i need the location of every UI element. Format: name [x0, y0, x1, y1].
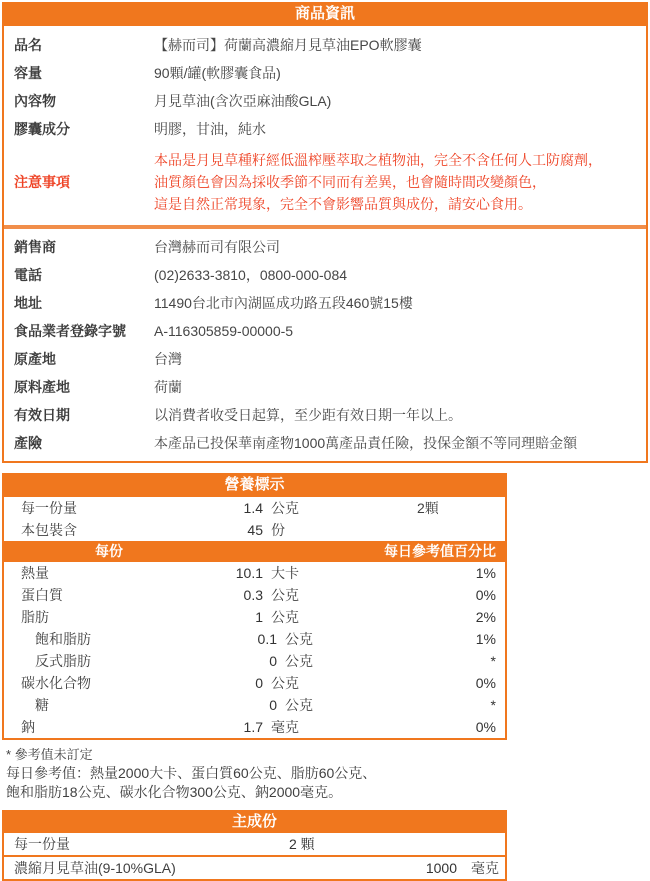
nutrient-daily-pct: *	[490, 697, 496, 713]
row-label: 內容物	[14, 93, 56, 109]
nutrient-unit: 毫克	[271, 719, 299, 735]
table-row	[4, 429, 646, 457]
serving-label: 本包裝含	[21, 522, 77, 538]
serving-row	[4, 497, 505, 519]
nutrient-daily-pct: 0%	[475, 719, 496, 735]
ingredient-unit: 毫克	[471, 860, 499, 876]
nutrient-value: 0	[269, 653, 277, 669]
row-value: 明膠，甘油，純水	[154, 121, 266, 137]
section-divider	[4, 225, 646, 229]
nutrient-name: 蛋白質	[21, 587, 63, 603]
footnote-line: * 參考值未訂定	[6, 747, 93, 762]
row-label: 原料產地	[14, 379, 70, 395]
table-row	[4, 373, 646, 401]
notice-line: 本品是月見草種籽經低溫榨壓萃取之植物油，完全不含任何人工防腐劑，	[154, 152, 602, 168]
daily-value-header: 每日參考值百分比	[384, 543, 496, 559]
table-row	[4, 233, 646, 261]
nutrient-name: 反式脂肪	[35, 653, 91, 669]
table-row	[4, 59, 646, 87]
nutrient-daily-pct: 1%	[475, 565, 496, 581]
nutrient-value: 0.3	[243, 587, 263, 603]
nutrient-row	[4, 716, 505, 738]
nutrient-unit: 公克	[285, 697, 313, 713]
nutrient-name: 鈉	[21, 719, 35, 735]
nutrient-unit: 公克	[271, 587, 299, 603]
row-label: 品名	[14, 37, 42, 53]
nutrition-body	[2, 497, 507, 740]
row-value: 90顆/罐(軟膠囊食品)	[154, 65, 281, 81]
nutrition-table	[2, 473, 507, 740]
ingredient-name: 濃縮月見草油(9-10%GLA)	[14, 860, 176, 876]
nutrient-unit: 公克	[285, 631, 313, 647]
row-value: 月見草油(含次亞麻油酸GLA)	[154, 93, 332, 109]
row-label: 容量	[14, 65, 42, 81]
table-row	[4, 87, 646, 115]
nutrient-name: 碳水化合物	[21, 675, 91, 691]
footnote-line: 每日參考值：熱量2000大卡、蛋白質60公克、脂肪60公克、	[6, 765, 377, 781]
table-row	[4, 31, 646, 59]
notice-label: 注意事項	[14, 174, 70, 190]
nutrient-value: 0	[255, 675, 263, 691]
serving-row	[4, 833, 505, 855]
row-label: 電話	[14, 267, 42, 283]
row-label: 有效日期	[14, 407, 70, 423]
nutrition-subheader	[4, 541, 505, 562]
serving-block	[4, 497, 505, 541]
nutrient-row	[4, 672, 505, 694]
nutrient-daily-pct: 0%	[475, 675, 496, 691]
nutrient-value: 1	[255, 609, 263, 625]
nutrient-unit: 公克	[271, 609, 299, 625]
serving-value: 2 顆	[289, 836, 315, 852]
serving-extra: 2顆	[417, 500, 439, 516]
nutrient-row	[4, 606, 505, 628]
row-label: 銷售商	[14, 239, 56, 255]
serving-label: 每一份量	[21, 500, 77, 516]
notice-text	[154, 149, 646, 215]
notice-line: 這是自然正常現象，完全不會影響品質與成份，請安心食用。	[154, 196, 532, 212]
nutrient-row	[4, 650, 505, 672]
serving-value: 1.4	[243, 500, 263, 516]
per-serving-header: 每份	[95, 543, 123, 559]
nutrition-footnotes	[6, 745, 648, 802]
row-value: 台灣	[154, 351, 182, 367]
table-row	[4, 401, 646, 429]
row-value: 【赫而司】荷蘭高濃縮月見草油EPO軟膠囊	[154, 37, 422, 53]
nutrient-row	[4, 694, 505, 716]
row-label: 產險	[14, 435, 42, 451]
nutrient-unit: 大卡	[271, 565, 299, 581]
nutrient-value: 0	[269, 697, 277, 713]
serving-unit: 份	[271, 522, 285, 538]
ingredient-row	[4, 855, 505, 879]
nutrient-name: 脂肪	[21, 609, 49, 625]
nutrient-row	[4, 562, 505, 584]
nutrient-daily-pct: 1%	[475, 631, 496, 647]
notice-line: 油質顏色會因為採收季節不同而有差異，也會隨時間改變顏色，	[154, 174, 546, 190]
nutrient-daily-pct: 0%	[475, 587, 496, 603]
table-row	[4, 261, 646, 289]
row-label: 食品業者登錄字號	[14, 323, 126, 339]
serving-row	[4, 519, 505, 541]
row-value: 本產品已投保華南產物1000萬產品責任險，投保金額不等同理賠金額	[154, 435, 578, 451]
table-row	[4, 115, 646, 143]
table-row	[4, 345, 646, 373]
product-info-title: 商品資訊	[2, 2, 648, 26]
nutrient-unit: 公克	[285, 653, 313, 669]
table-row	[4, 317, 646, 345]
nutrient-name: 熱量	[21, 565, 49, 581]
row-value: 以消費者收受日起算，至少距有效日期一年以上。	[154, 407, 462, 423]
row-value: (02)2633-3810，0800-000-084	[154, 267, 348, 283]
nutrient-unit: 公克	[271, 675, 299, 691]
main-ingredients-body	[2, 833, 507, 881]
nutrient-value: 1.7	[243, 719, 263, 735]
row-label: 地址	[14, 295, 42, 311]
nutrient-daily-pct: 2%	[475, 609, 496, 625]
nutrient-name: 飽和脂肪	[35, 631, 91, 647]
row-value: A-116305859-00000-5	[154, 323, 294, 339]
main-ingredients-title: 主成份	[2, 810, 507, 833]
nutrient-name: 糖	[35, 697, 49, 713]
serving-label: 每一份量	[14, 836, 70, 852]
nutrient-value: 10.1	[235, 565, 263, 581]
product-info-body	[2, 26, 648, 463]
row-value: 台灣赫而司有限公司	[154, 239, 280, 255]
table-row	[4, 289, 646, 317]
main-ingredients-table	[2, 810, 507, 881]
serving-unit: 公克	[271, 500, 299, 516]
nutrient-value: 0.1	[257, 631, 277, 647]
row-label: 原產地	[14, 351, 56, 367]
nutrition-title: 營養標示	[2, 473, 507, 497]
row-value: 11490台北市內湖區成功路五段460號15樓	[154, 295, 413, 311]
footnote-line: 飽和脂肪18公克、碳水化合物300公克、鈉2000毫克。	[6, 784, 343, 800]
nutrient-row	[4, 628, 505, 650]
notice-row	[4, 143, 646, 221]
serving-value: 45	[247, 522, 263, 538]
nutrient-daily-pct: *	[490, 653, 496, 669]
nutrient-row	[4, 584, 505, 606]
row-value: 荷蘭	[154, 379, 182, 395]
product-info-table	[2, 2, 648, 463]
row-label: 膠囊成分	[14, 121, 70, 137]
ingredient-value: 1000	[425, 860, 457, 876]
